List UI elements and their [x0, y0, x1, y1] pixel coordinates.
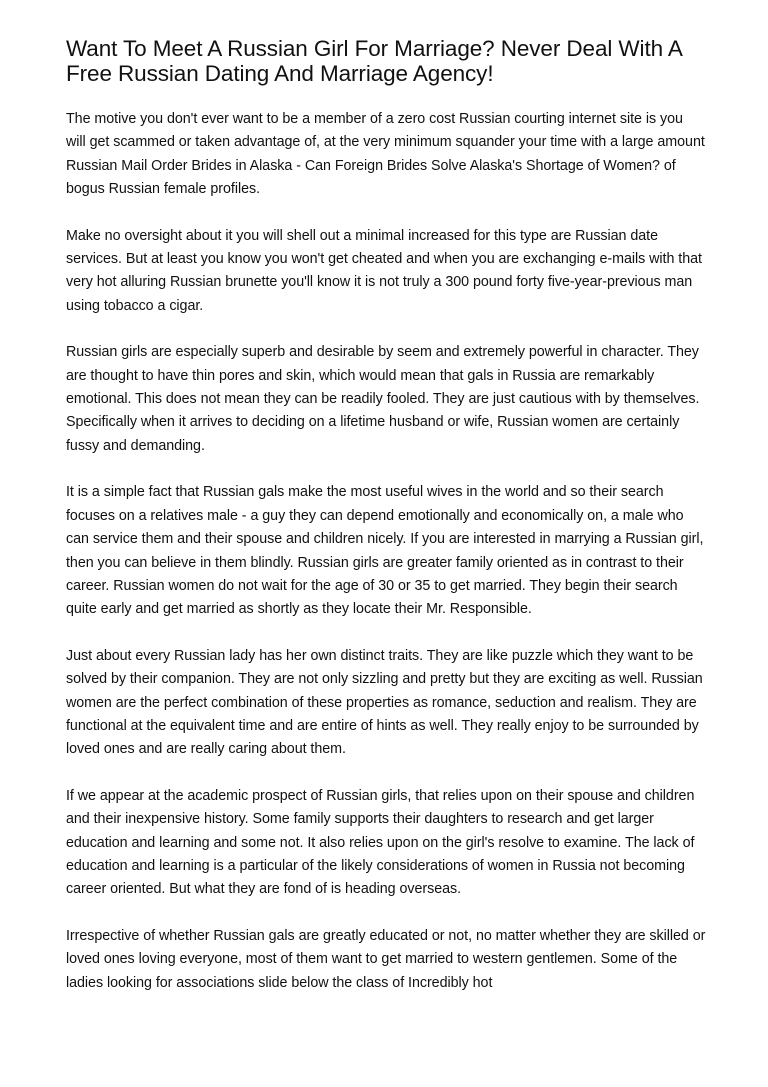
paragraph: If we appear at the academic prospect of Russian girls, that relies upon on their spouse and children and their inexpensive history. Some family supports their daughters to research and get larger education and learning and some not. It also relies upon on the girl's resolve to examine. The lack of education and learning is a particular of the likely considerations of women in Russia not becoming career oriented. But what they are fond of is heading overseas. [66, 787, 695, 898]
paragraph: Russian girls are especially superb and desirable by seem and extremely powerful in character. They are thought to have thin pores and skin, which would mean that gals in Russia are remarkably emotional. This does not mean they can be readily fooled. They are just cautious with by themselves. Specifically when it arrives to deciding on a lifetime husband or wife, Russian women are certainly fussy and demanding. [66, 344, 700, 454]
paragraph: Make no oversight about it you will shell out a minimal increased for this type are Russian date services. But at least you know you won't get cheated and when you are exchanging e-mails with that very hot alluring Russian brunette you'll know it is not truly a 300 pound forty five-year-previous man using tobacco a cigar. [66, 227, 702, 314]
paragraph: The motive you don't ever want to be a member of a zero cost Russian courting internet site is you will get scammed or taken advantage of, at the very minimum squander your time with a large amount Russian Mail Order Brides in Alaska - Can Foreign Brides Solve Alaska's Shortage of Women? of bogus Russian female profiles. [66, 111, 705, 198]
paragraph: It is a simple fact that Russian gals make the most useful wives in the world and so their search focuses on a relatives male - a guy they can depend emotionally and economically on, a male who can service them and their spouse and children nicely. If you are interested in marrying a Russian girl, then you can believe in them blindly. Russian girls are greater family oriented as in contrast to their career. Russian women do not wait for the age of 30 or 35 to get married. They begin their search quite early and get married as shortly as they locate their Mr. Responsible. [66, 484, 704, 618]
document-title: Want To Meet A Russian Girl For Marriage? Never Deal With A Free Russian Dating And Marriage Agency! [66, 36, 682, 86]
paragraph: Just about every Russian lady has her own distinct traits. They are like puzzle which they want to be solved by their companion. They are not only sizzling and pretty but they are exciting as well. Russian women are the perfect combination of these properties as romance, seduction and realism. They are functional at the equivalent time and are entire of hints as well. They really enjoy to be surrounded by loved ones and are really caring about them. [66, 647, 703, 758]
paragraph: Irrespective of whether Russian gals are greatly educated or not, no matter whether they are skilled or loved ones loving everyone, most of them want to get married to western gentlemen. Some of the ladies looking for associations slide below the class of Incredibly hot [66, 927, 706, 991]
